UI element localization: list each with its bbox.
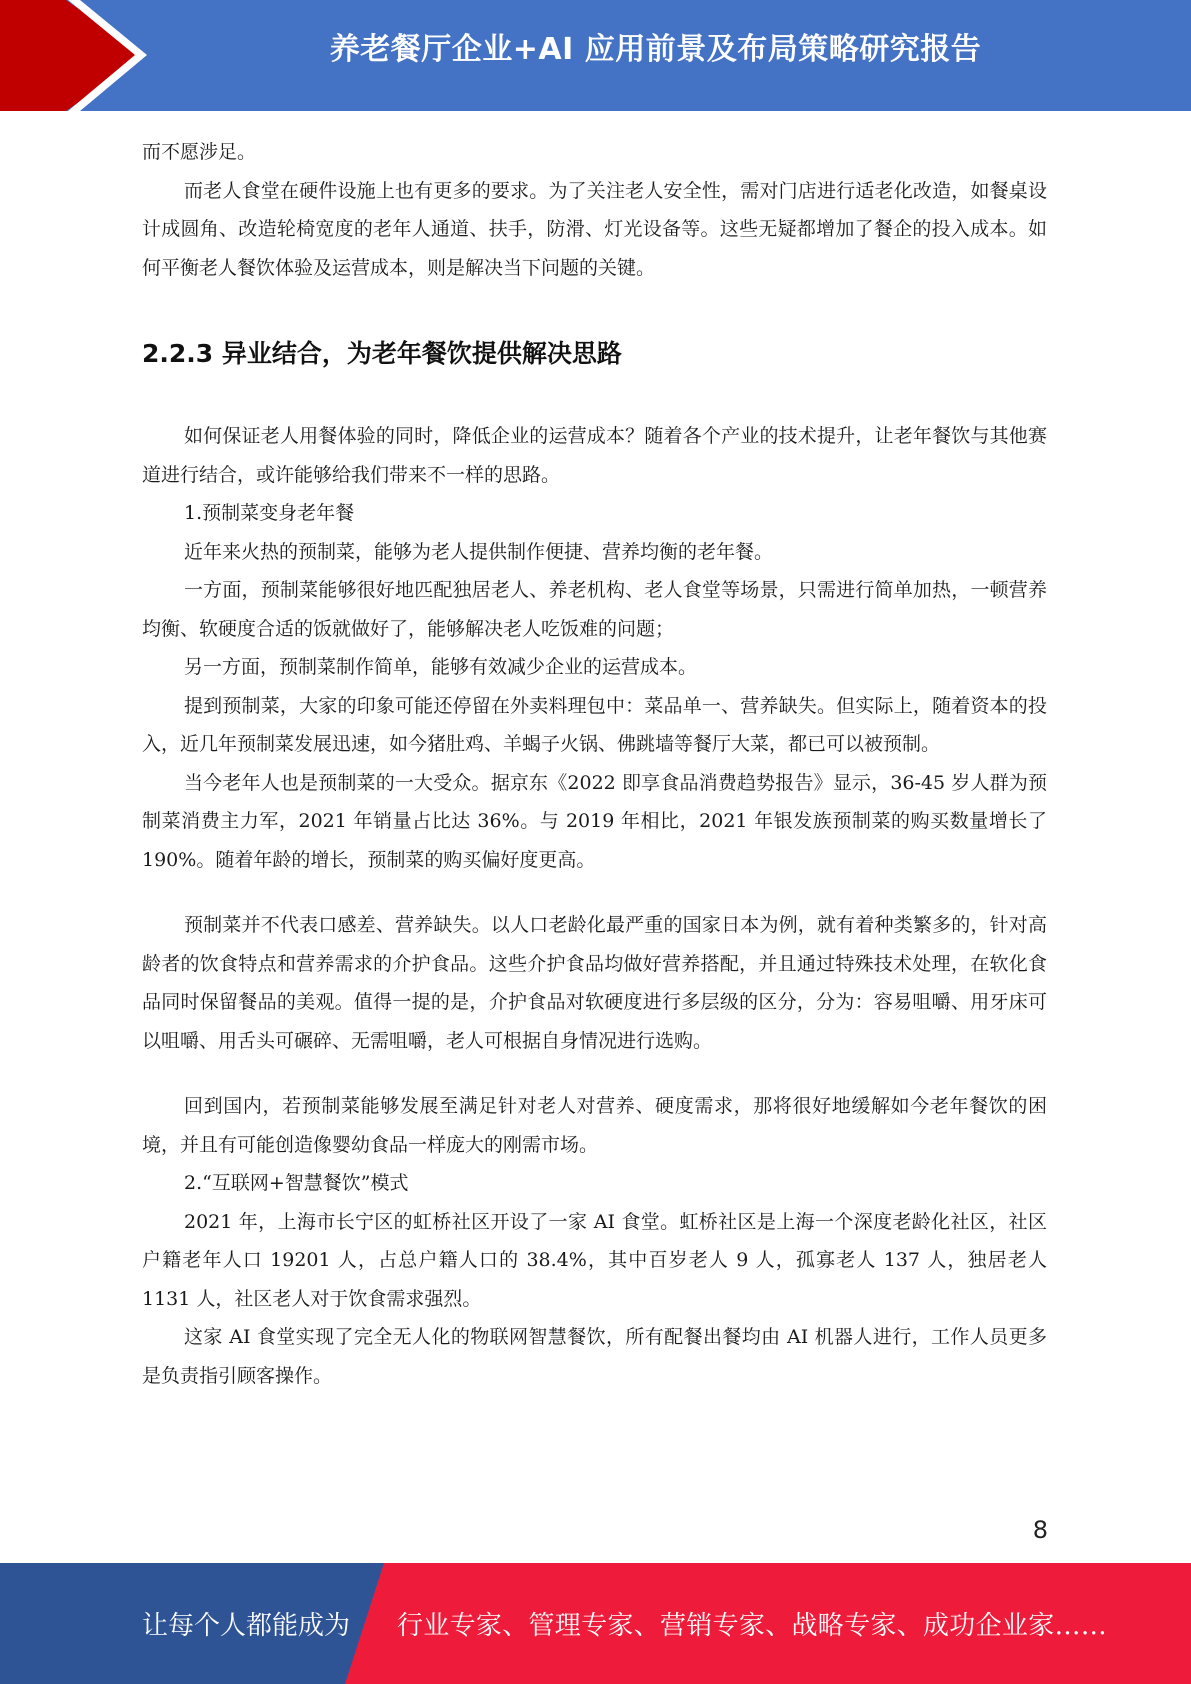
footer-slogan-right: 行业专家、管理专家、营销专家、战略专家、成功企业家…… — [397, 1611, 1108, 1641]
paragraph: 而老人食堂在硬件设施上也有更多的要求。为了关注老人安全性，需对门店进行适老化改造，如餐桌设计成圆角、改造轮椅宽度的老年人通道、扶手，防滑、灯光设备等。这些无疑都增加了餐企的投入成本。如何平衡老人餐饮体验及运营成本，则是解决当下问题的关键。 — [142, 179, 1047, 279]
paragraph: 近年来火热的预制菜，能够为老人提供制作便捷、营养均衡的老年餐。 — [184, 540, 774, 563]
section-heading: 2.2.3 异业结合，为老年餐饮提供解决思路 — [142, 339, 622, 368]
paragraph: 回到国内，若预制菜能够发展至满足针对老人对营养、硬度需求，那将很好地缓解如今老年餐饮的困境，并且有可能创造像婴幼食品一样庞大的刚需市场。 — [142, 1095, 1047, 1156]
header-arrow-decoration — [0, 0, 160, 111]
report-title: 养老餐厅企业+AI 应用前景及布局策略研究报告 — [329, 32, 982, 67]
paragraph: 2021 年，上海市长宁区的虹桥社区开设了一家 AI 食堂。虹桥社区是上海一个深度老龄化社区，社区户籍老年人口 19201 人，占总户籍人口的 38.4%，其中百岁老人 9 人，孤寡老人 137 人，独居老人 1131 人，社区老人对于饮食需求强烈。 — [142, 1210, 1047, 1310]
paragraph: 另一方面，预制菜制作简单，能够有效减少企业的运营成本。 — [184, 656, 698, 678]
paragraph: 当今老年人也是预制菜的一大受众。据京东《2022 即享食品消费趋势报告》显示，36-45 岁人群为预制菜消费主力军，2021 年销量占比达 36%。与 2019 年相比，2021 年银发族预制菜的购买数量增长了 190%。随着年龄的增长，预制菜的购买偏好度更高。 — [142, 771, 1047, 871]
paragraph: 预制菜并不代表口感差、营养缺失。以人口老龄化最严重的国家日本为例，就有着种类繁多的，针对高龄者的饮食特点和营养需求的介护食品。这些介护食品均做好营养搭配，并且通过特殊技术处理，在软化食品同时保留餐品的美观。值得一提的是，介护食品对软硬度进行多层级的区分，分为：容易咀嚼、用牙床可以咀嚼、用舌头可碾碎、无需咀嚼，老人可根据自身情况进行选购。 — [142, 914, 1047, 1052]
page-body — [142, 133, 1047, 1395]
report-header — [0, 0, 1191, 111]
paragraph: 这家 AI 食堂实现了完全无人化的物联网智慧餐饮，所有配餐出餐均由 AI 机器人进行，工作人员更多是负责指引顾客操作。 — [142, 1326, 1047, 1387]
page-number: 8 — [1032, 1516, 1048, 1544]
footer-slogan-left: 让每个人都能成为 — [142, 1611, 351, 1641]
subsection-title: 2.“互联网+智慧餐饮”模式 — [184, 1172, 409, 1194]
paragraph: 一方面，预制菜能够很好地匹配独居老人、养老机构、老人食堂等场景，只需进行简单加热，一顿营养均衡、软硬度合适的饭就做好了，能够解决老人吃饭难的问题； — [142, 579, 1047, 640]
paragraph: 提到预制菜，大家的印象可能还停留在外卖料理包中：菜品单一、营养缺失。但实际上，随着资本的投入，近几年预制菜发展迅速，如今猪肚鸡、羊蝎子火锅、佛跳墙等餐厅大菜，都已可以被预制。 — [142, 694, 1047, 755]
paragraph: 如何保证老人用餐体验的同时，降低企业的运营成本？随着各个产业的技术提升，让老年餐饮与其他赛道进行结合，或许能够给我们带来不一样的思路。 — [142, 425, 1047, 486]
subsection-title: 1.预制菜变身老年餐 — [184, 502, 355, 524]
paragraph: 而不愿涉足。 — [142, 141, 257, 163]
